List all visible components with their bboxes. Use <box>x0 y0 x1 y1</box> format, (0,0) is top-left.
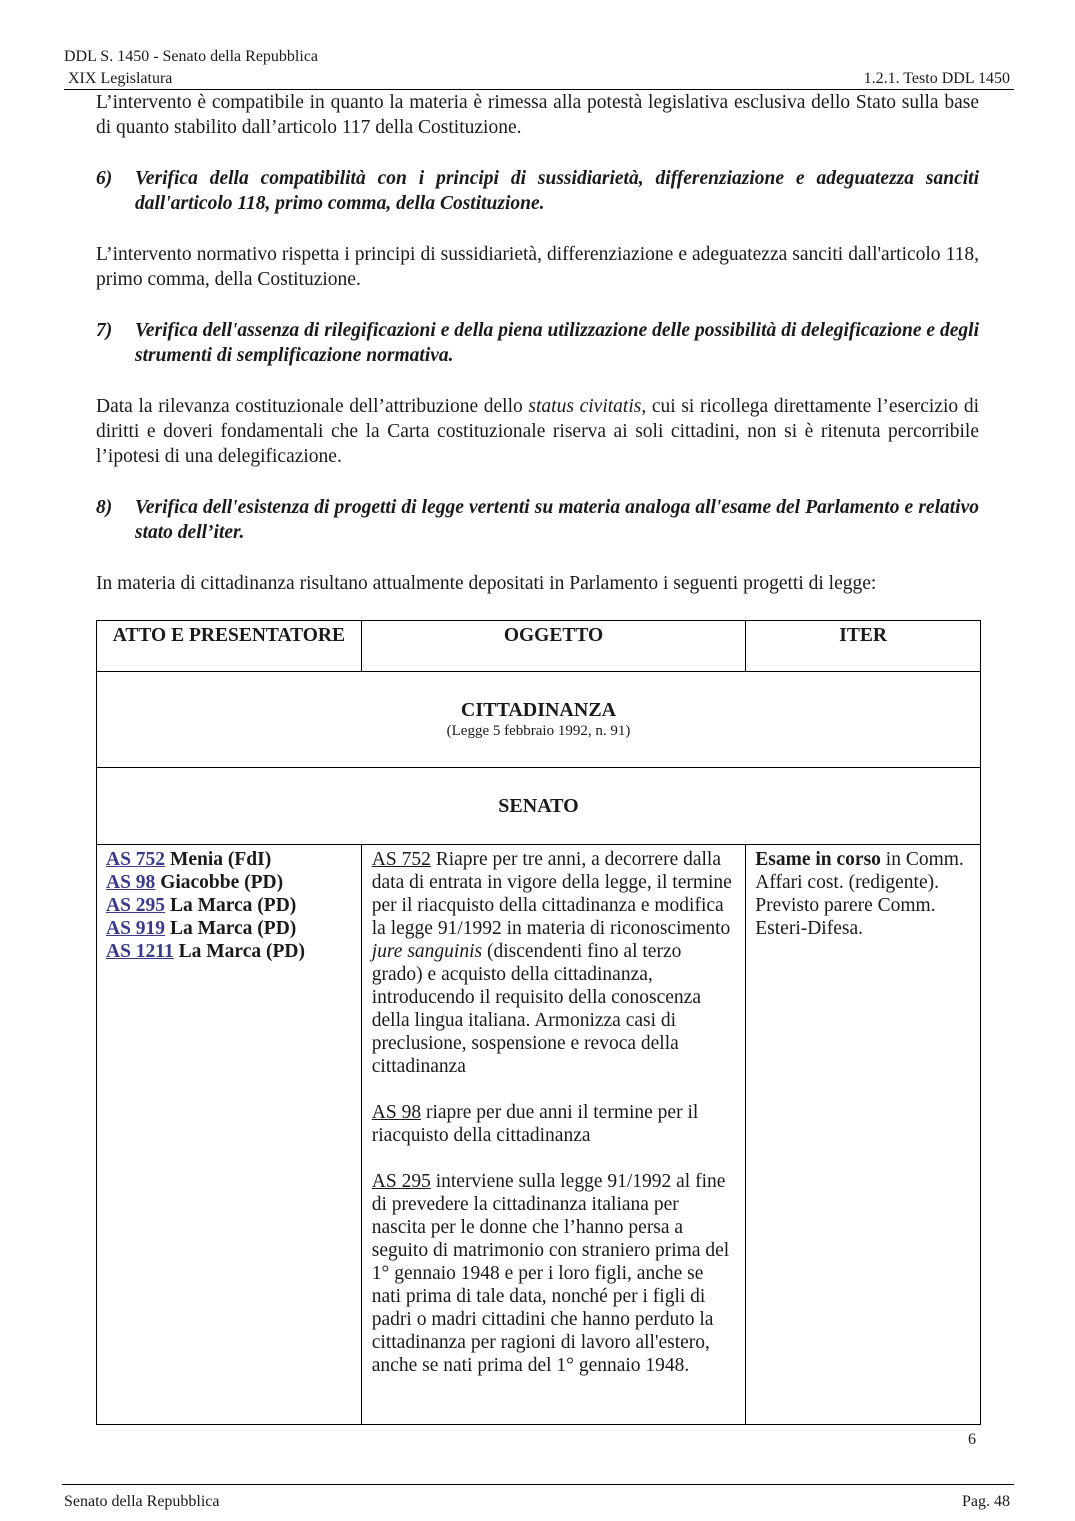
section-subtitle: (Legge 5 febbraio 1992, n. 91) <box>446 723 631 739</box>
document-body <box>96 90 979 596</box>
list-item <box>106 848 352 871</box>
heading-number: 7) <box>96 320 113 341</box>
heading-number: 8) <box>96 497 113 518</box>
section-row <box>97 672 981 768</box>
italic-term: jure sanguinis <box>371 941 483 962</box>
section-title: CITTADINANZA <box>460 699 617 721</box>
section-cell <box>97 672 981 768</box>
act-reference: AS 295 <box>371 1171 431 1192</box>
page-number: 6 <box>968 1431 976 1448</box>
paragraph-7 <box>96 394 979 469</box>
list-item <box>106 917 352 940</box>
text-run: Riapre per tre anni, a decorrere dalla data di entrata in vigore della legge, il termine per il riacquisto della cittadinanza e modifica la legge 91/1992 in materia di riconoscimento <box>371 849 732 939</box>
subject-cell <box>361 845 745 1425</box>
table-header-row <box>97 621 981 672</box>
subject-as98 <box>372 1101 735 1147</box>
text-run: , cui si ricollega direttamente l’esercizio di diritti e doveri fondamentali che la Carta costituzionale riserva ai soli cittadini, non si è ritenuta percorribile l’ipotesi di una delegificazione. <box>96 396 979 467</box>
header-section: 1.2.1. Testo DDL 1450 <box>863 70 1010 87</box>
heading-6 <box>96 166 979 216</box>
text-run: Data la rilevanza costituzionale dell’attribuzione dello <box>96 396 529 417</box>
text-run: (discendenti fino al terzo grado) e acquisto della cittadinanza, introducendo il requisito della conoscenza della lingua italiana. Armonizza casi di preclusione, sospensione e revoca della cittadinanza <box>371 941 701 1077</box>
paragraph-8: In materia di cittadinanza risultano attualmente depositati in Parlamento i seguenti progetti di legge: <box>96 573 877 594</box>
list-item <box>106 871 352 894</box>
iter-status: Esame in corso <box>755 849 881 870</box>
heading-number: 6) <box>96 168 113 189</box>
list-item <box>106 940 352 963</box>
header-legislature: XIX Legislatura <box>68 70 173 87</box>
act-presenter: La Marca (PD) <box>165 895 297 916</box>
chamber-title: SENATO <box>498 794 579 817</box>
bills-table <box>96 620 981 1425</box>
italic-term: status civitatis <box>528 396 642 417</box>
act-link-as1211[interactable]: AS 1211 <box>106 941 174 962</box>
act-link-as98[interactable]: AS 98 <box>106 872 156 893</box>
paragraph-intro: L’intervento è compatibile in quanto la materia è rimessa alla potestà legislativa esclusiva dello Stato sulla base di quanto stabilito dall’articolo 117 della Costituzione. <box>96 92 979 138</box>
paragraph-6: L’intervento normativo rispetta i principi di sussidiarietà, differenziazione e adeguatezza sanciti dall'articolo 118, primo comma, della Costituzione. <box>96 244 979 290</box>
text-run: riapre per due anni il termine per il riacquisto della cittadinanza <box>371 1102 699 1146</box>
text-run: interviene sulla legge 91/1992 al fine di prevedere la cittadinanza italiana per nascita per le donne che l’hanno persa a seguito di matrimonio con straniero prima del 1° gennaio 1948 e per i loro figli, anche se nati prima di tale data, nonché per i figli di padri o madri cittadini che hanno perduto la cittadinanza per ragioni di lavoro all'estero, anche se nati prima del 1° gennaio 1948. <box>371 1171 730 1376</box>
subject-as295 <box>372 1170 735 1377</box>
table-row <box>97 845 981 1425</box>
act-link-as295[interactable]: AS 295 <box>106 895 166 916</box>
acts-cell <box>97 845 362 1425</box>
act-link-as752[interactable]: AS 752 <box>106 849 166 870</box>
footer <box>62 1484 1014 1510</box>
chamber-row <box>97 768 981 845</box>
heading-7 <box>96 318 979 368</box>
chamber-cell <box>97 768 981 845</box>
subject-as752 <box>372 848 735 1078</box>
iter-cell <box>746 845 981 1425</box>
heading-text: Verifica dell'assenza di rilegificazioni e della piena utilizzazione delle possibilità di delegificazione e degli strumenti di semplificazione normativa. <box>135 320 979 366</box>
act-presenter: Giacobbe (PD) <box>155 872 284 893</box>
header-title: DDL S. 1450 - Senato della Repubblica <box>64 48 319 65</box>
footer-page: Pag. 48 <box>962 1493 1010 1510</box>
heading-text: Verifica dell'esistenza di progetti di legge vertenti su materia analoga all'esame del Parlamento e relativo stato dell’iter. <box>135 497 979 543</box>
heading-8 <box>96 495 979 545</box>
footer-publisher: Senato della Repubblica <box>64 1493 220 1510</box>
act-presenter: La Marca (PD) <box>173 941 305 962</box>
act-reference: AS 98 <box>371 1102 422 1123</box>
act-presenter: La Marca (PD) <box>165 918 297 939</box>
act-link-as919[interactable]: AS 919 <box>106 918 166 939</box>
column-header: ITER <box>746 621 981 672</box>
column-header: ATTO E PRESENTATORE <box>97 621 362 672</box>
list-item <box>106 894 352 917</box>
iter-details: in Comm. Affari cost. (redigente). Previsto parere Comm. Esteri-Difesa. <box>755 849 964 939</box>
column-header: OGGETTO <box>361 621 745 672</box>
header-bar <box>64 69 1014 90</box>
act-presenter: Menia (FdI) <box>165 849 272 870</box>
act-reference: AS 752 <box>371 849 431 870</box>
heading-text: Verifica della compatibilità con i principi di sussidiarietà, differenziazione e adeguatezza sanciti dall'articolo 118, primo comma, della Costituzione. <box>135 168 979 214</box>
